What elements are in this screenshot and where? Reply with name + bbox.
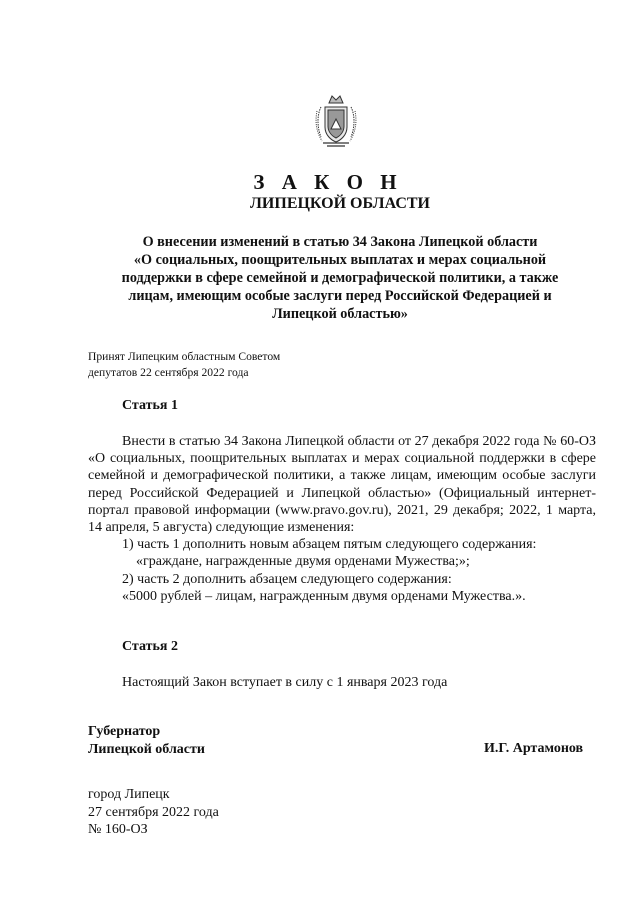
law-title-line: Липецкой областью»	[272, 306, 408, 322]
adoption-note-line: Принят Липецким областным Советом	[88, 350, 281, 363]
signatory-role	[88, 723, 205, 759]
signatory-name: И.Г. Артамонов	[484, 741, 584, 756]
signatory-role-line: Липецкой области	[88, 742, 205, 757]
region-heading: ЛИПЕЦКОЙ ОБЛАСТИ	[250, 195, 430, 212]
adoption-note-line: депутатов 22 сентября 2022 года	[88, 366, 249, 379]
coat-of-arms-emblem	[313, 93, 359, 151]
adoption-note	[88, 349, 280, 381]
article-2-text: Настоящий Закон вступает в силу с 1 января 2023 года	[122, 675, 448, 690]
article-1-body	[88, 433, 596, 605]
amendment-item-2: 2) часть 2 дополнить абзацем следующего содержания:	[122, 571, 452, 587]
amendment-item-1-text: «граждане, награжденные двумя орденами Мужества;»;	[136, 554, 470, 570]
amendment-item-2-text: «5000 рублей – лицам, награжденным двумя орденами Мужества.».	[122, 588, 526, 604]
article-1-heading: Статья 1	[122, 398, 178, 413]
article-2-body	[88, 674, 596, 691]
article-2-heading: Статья 2	[122, 639, 178, 654]
law-number: № 160-ОЗ	[88, 822, 148, 837]
law-title	[95, 233, 585, 323]
law-title-line: поддержки в сфере семейной и демографической политики, а также	[121, 270, 559, 286]
signatory-role-line: Губернатор	[88, 724, 161, 739]
article-1-intro: Внести в статью 34 Закона Липецкой области от 27 декабря 2022 года № 60-ОЗ «О социальных, поощрительных выплатах и мерах социальной поддержки в сфере семейной и демографической политики, а также лицам, имеющим особые заслуги перед Российской Федерацией и Липецкой областью» (Официальный интернет-портал правовой информации (www.pravo.gov.ru), 2021, 29 декабря; 2022, 1 марта, 14 апреля, 5 августа) следующие изменения:	[88, 434, 596, 536]
law-title-line: О внесении изменений в статью 34 Закона Липецкой области	[142, 234, 538, 250]
signing-date: 27 сентября 2022 года	[88, 804, 219, 820]
document-footer	[88, 786, 219, 839]
law-title-line: «О социальных, поощрительных выплатах и мерах социальной	[133, 252, 547, 268]
document-type-heading: З А К О Н	[253, 170, 403, 194]
amendment-item-1: 1) часть 1 дополнить новым абзацем пятым следующего содержания:	[122, 537, 537, 553]
city: город Липецк	[88, 787, 170, 802]
law-title-line: лицам, имеющим особые заслуги перед Российской Федерацией и	[128, 288, 552, 304]
